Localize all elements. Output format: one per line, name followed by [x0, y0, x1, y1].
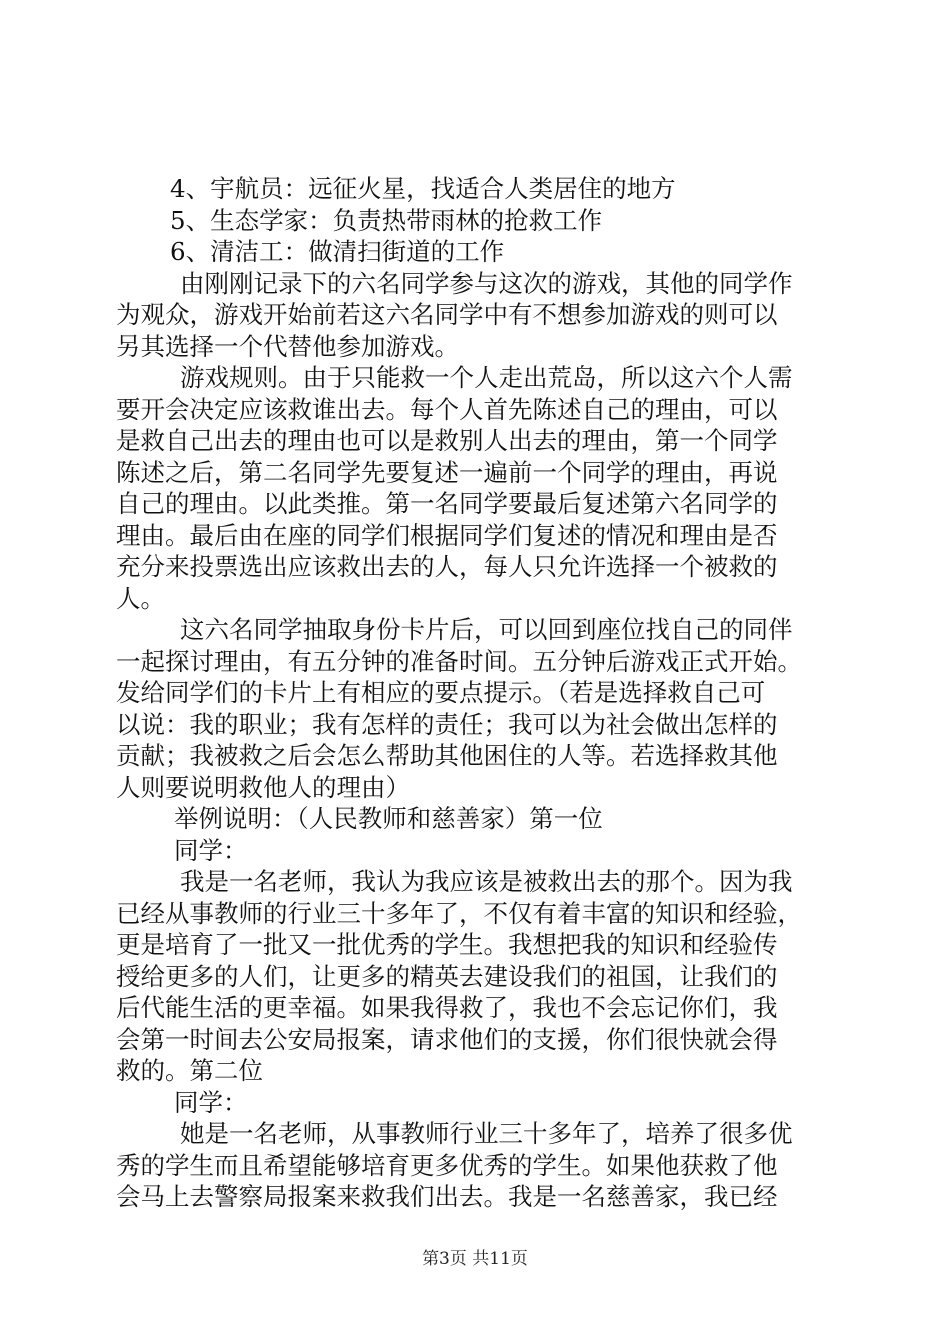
paragraph-line: 理由。最后由在座的同学们根据同学们复述的情况和理由是否	[116, 520, 778, 550]
paragraph-line: 以说：我的职业；我有怎样的责任；我可以为社会做出怎样的	[116, 709, 778, 739]
paragraph-line: 另其选择一个代替他参加游戏。	[116, 331, 459, 361]
paragraph-line: 秀的学生而且希望能够培育更多优秀的学生。如果他获救了他	[116, 1150, 778, 1180]
page-footer: 第3页 共11页	[422, 1249, 528, 1269]
paragraph-line: 陈述之后，第二名同学先要复述一遍前一个同学的理由，再说	[116, 457, 778, 487]
paragraph-line: 更是培育了一批又一批优秀的学生。我想把我的知识和经验传	[116, 930, 778, 959]
paragraph-line: 发给同学们的卡片上有相应的要点提示。（若是选择救自己可	[116, 678, 766, 707]
paragraph-line: 人则要说明救他人的理由）	[116, 772, 410, 802]
paragraph-line: 救的。第二位	[116, 1056, 263, 1085]
paragraph-line: 会第一时间去公安局报案，请求他们的支援，你们很快就会得	[116, 1024, 778, 1054]
paragraph-line: 游戏规则。由于只能救一个人走出荒岛，所以这六个人需	[180, 363, 793, 392]
paragraph-line: 充分来投票选出应该救出去的人，每人只允许选择一个被救的	[116, 552, 778, 581]
paragraph-line: 一起探讨理由，有五分钟的准备时间。五分钟后游戏正式开始。	[116, 646, 802, 676]
paragraph-line: 同学：	[174, 835, 248, 865]
paragraph-line: 自己的理由。以此类推。第一名同学要最后复述第六名同学的	[116, 489, 778, 518]
paragraph-line: 为观众，游戏开始前若这六名同学中有不想参加游戏的则可以	[116, 300, 778, 329]
paragraph-line: 举例说明：（人民教师和慈善家）第一位	[174, 804, 603, 833]
paragraph-line: 后代能生活的更幸福。如果我得救了，我也不会忘记你们，我	[116, 993, 778, 1022]
paragraph-line: 会马上去警察局报案来救我们出去。我是一名慈善家，我已经	[116, 1182, 778, 1211]
paragraph-line: 是救自己出去的理由也可以是救别人出去的理由，第一个同学	[116, 426, 778, 455]
paragraph-line: 我是一名老师，我认为我应该是被救出去的那个。因为我	[180, 867, 793, 896]
paragraph-line: 同学：	[174, 1087, 248, 1117]
body-text	[116, 173, 836, 1213]
paragraph-line: 人。	[116, 583, 165, 613]
paragraph-line: 这六名同学抽取身份卡片后，可以回到座位找自己的同伴	[180, 615, 793, 644]
list-item: 6、清洁工：做清扫街道的工作	[170, 237, 505, 266]
paragraph-line: 要开会决定应该救谁出去。每个人首先陈述自己的理由，可以	[116, 394, 778, 424]
paragraph-line: 已经从事教师的行业三十多年了，不仅有着丰富的知识和经验，	[116, 898, 802, 928]
paragraph-line: 贡献；我被救之后会怎么帮助其他困住的人等。若选择救其他	[116, 741, 778, 770]
paragraph-line: 由刚刚记录下的六名同学参与这次的游戏，其他的同学作	[180, 268, 793, 298]
list-item: 4、宇航员：远征火星，找适合人类居住的地方	[170, 174, 676, 203]
paragraph-line: 她是一名老师，从事教师行业三十多年了，培养了很多优	[180, 1119, 793, 1148]
paragraph-line: 授给更多的人们，让更多的精英去建设我们的祖国，让我们的	[116, 961, 778, 991]
list-item: 5、生态学家：负责热带雨林的抢救工作	[170, 205, 603, 235]
